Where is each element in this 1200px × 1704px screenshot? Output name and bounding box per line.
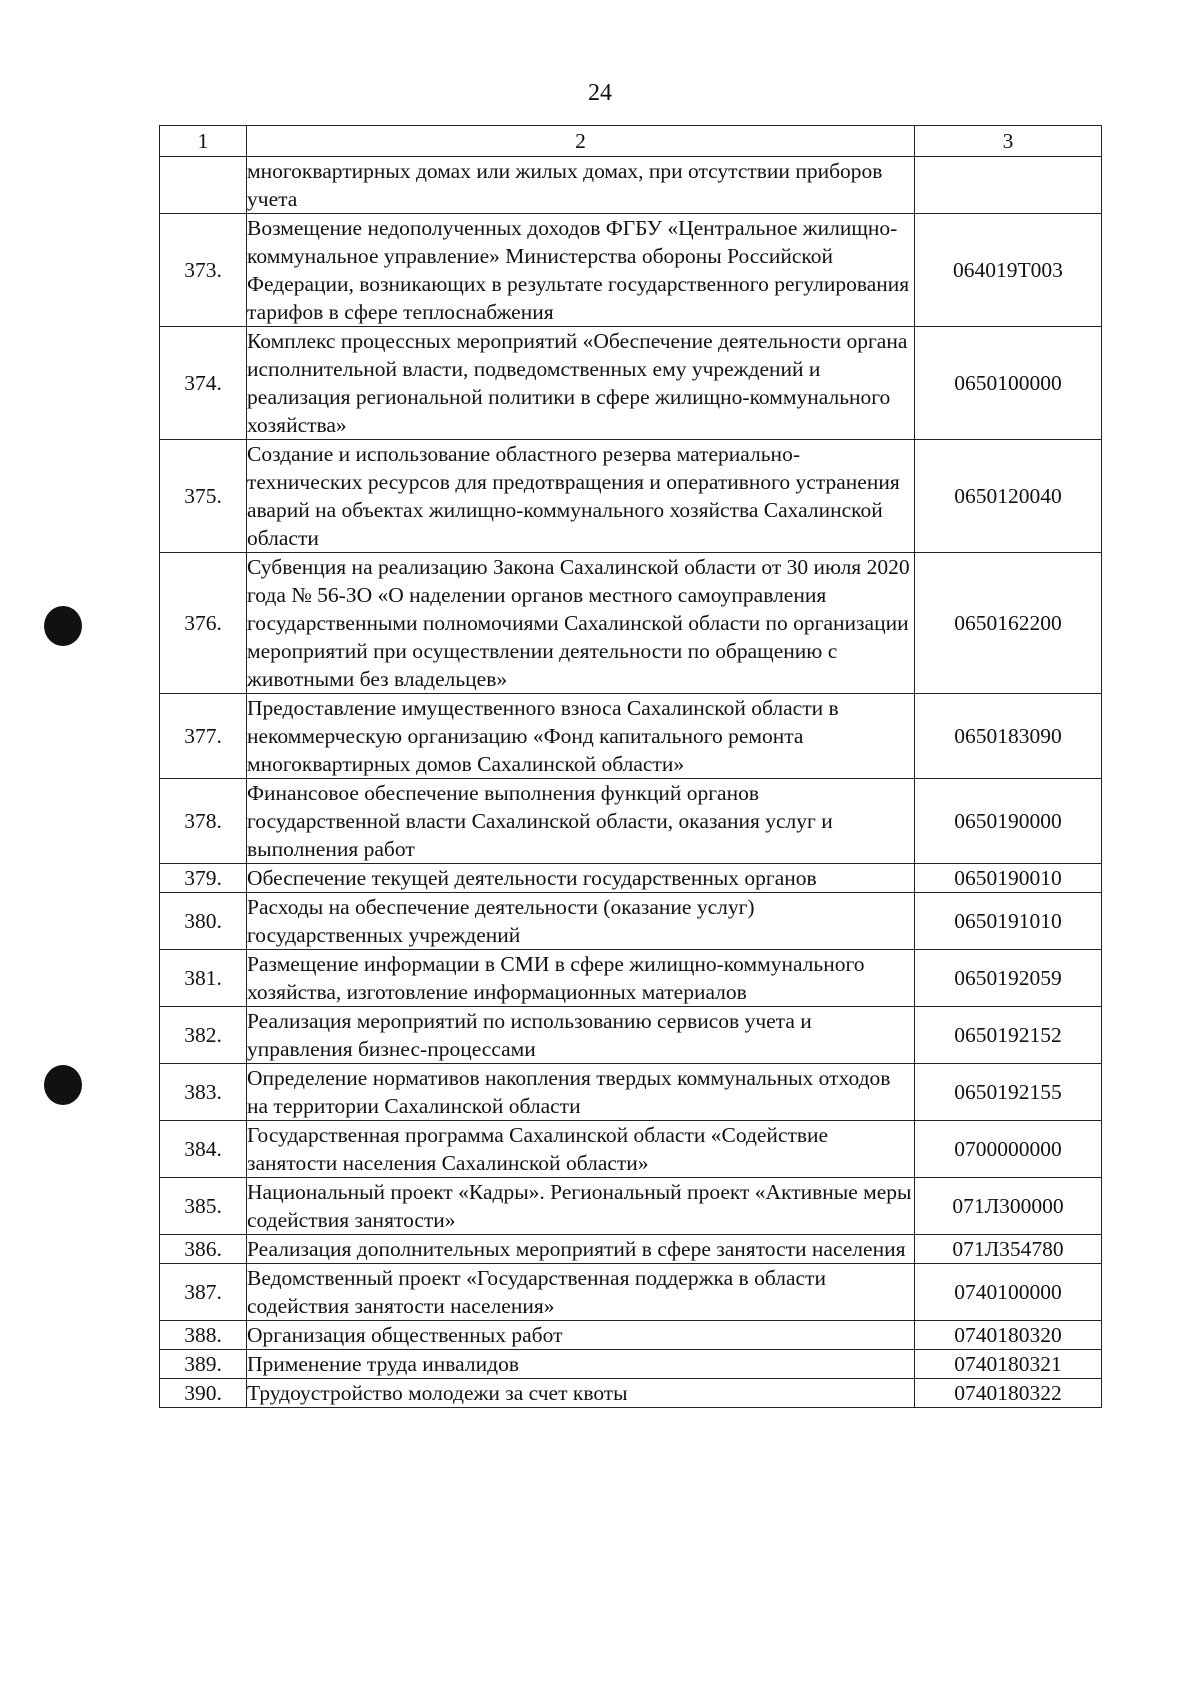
row-code xyxy=(915,157,1102,214)
row-description: Создание и использование областного резерва материально-технических ресурсов для предотвращения и оперативного устранения аварий на объектах жилищно-коммунального хозяйства Сахалинской области xyxy=(247,440,915,553)
row-number: 390. xyxy=(160,1379,247,1408)
row-number: 382. xyxy=(160,1007,247,1064)
row-number: 378. xyxy=(160,779,247,864)
table-row xyxy=(160,327,1102,440)
table-row xyxy=(160,1350,1102,1379)
row-code: 064019T003 xyxy=(915,214,1102,327)
table-row xyxy=(160,1178,1102,1235)
header-col-2: 2 xyxy=(247,126,915,157)
row-description: Организация общественных работ xyxy=(247,1321,915,1350)
row-code: 0740100000 xyxy=(915,1264,1102,1321)
table-row-continuation xyxy=(160,157,1102,214)
table-row xyxy=(160,214,1102,327)
table-row xyxy=(160,950,1102,1007)
row-number: 380. xyxy=(160,893,247,950)
table-row xyxy=(160,1007,1102,1064)
row-code: 071Л300000 xyxy=(915,1178,1102,1235)
row-description: Комплекс процессных мероприятий «Обеспечение деятельности органа исполнительной власти, подведомственных ему учреждений и реализация региональной политики в сфере жилищно-коммунального хозяйства» xyxy=(247,327,915,440)
row-description: Ведомственный проект «Государственная поддержка в области содействия занятости населения» xyxy=(247,1264,915,1321)
table-row xyxy=(160,864,1102,893)
row-description: Реализация дополнительных мероприятий в сфере занятости населения xyxy=(247,1235,915,1264)
row-code: 0740180320 xyxy=(915,1321,1102,1350)
table-row xyxy=(160,1264,1102,1321)
row-number: 389. xyxy=(160,1350,247,1379)
row-description: Обеспечение текущей деятельности государственных органов xyxy=(247,864,915,893)
table-row xyxy=(160,1121,1102,1178)
table-row xyxy=(160,893,1102,950)
budget-code-table xyxy=(159,125,1102,1408)
row-description: Национальный проект «Кадры». Региональный проект «Активные меры содействия занятости» xyxy=(247,1178,915,1235)
row-description: Расходы на обеспечение деятельности (оказание услуг) государственных учреждений xyxy=(247,893,915,950)
row-description: многоквартирных домах или жилых домах, при отсутствии приборов учета xyxy=(247,157,915,214)
row-number: 381. xyxy=(160,950,247,1007)
table-row xyxy=(160,1379,1102,1408)
table-row xyxy=(160,1064,1102,1121)
row-code: 0650120040 xyxy=(915,440,1102,553)
row-code: 0700000000 xyxy=(915,1121,1102,1178)
row-description: Применение труда инвалидов xyxy=(247,1350,915,1379)
row-number: 384. xyxy=(160,1121,247,1178)
row-code: 0650190010 xyxy=(915,864,1102,893)
row-code: 0650190000 xyxy=(915,779,1102,864)
table-row xyxy=(160,694,1102,779)
row-description: Размещение информации в СМИ в сфере жилищно-коммунального хозяйства, изготовление информационных материалов xyxy=(247,950,915,1007)
row-description: Трудоустройство молодежи за счет квоты xyxy=(247,1379,915,1408)
row-number: 373. xyxy=(160,214,247,327)
row-number: 387. xyxy=(160,1264,247,1321)
punch-hole xyxy=(44,606,82,646)
table-row xyxy=(160,553,1102,694)
row-code: 0740180321 xyxy=(915,1350,1102,1379)
row-code: 0650192059 xyxy=(915,950,1102,1007)
row-code: 0650183090 xyxy=(915,694,1102,779)
table-header-row xyxy=(160,126,1102,157)
row-number: 376. xyxy=(160,553,247,694)
row-number: 377. xyxy=(160,694,247,779)
row-code: 0650100000 xyxy=(915,327,1102,440)
header-col-1: 1 xyxy=(160,126,247,157)
row-description: Субвенция на реализацию Закона Сахалинской области от 30 июля 2020 года № 56-ЗО «О наделении органов местного самоуправления государственными полномочиями Сахалинской области по организации мероприятий при осуществлении деятельности по обращению с животными без владельцев» xyxy=(247,553,915,694)
row-description: Государственная программа Сахалинской области «Содействие занятости населения Сахалинской области» xyxy=(247,1121,915,1178)
table-row xyxy=(160,1321,1102,1350)
row-number: 374. xyxy=(160,327,247,440)
row-code: 0740180322 xyxy=(915,1379,1102,1408)
punch-hole xyxy=(44,1065,82,1105)
row-number xyxy=(160,157,247,214)
page-number: 24 xyxy=(588,80,612,106)
table-row xyxy=(160,440,1102,553)
row-number: 385. xyxy=(160,1178,247,1235)
row-code: 0650162200 xyxy=(915,553,1102,694)
row-number: 383. xyxy=(160,1064,247,1121)
row-description: Финансовое обеспечение выполнения функций органов государственной власти Сахалинской области, оказания услуг и выполнения работ xyxy=(247,779,915,864)
row-description: Возмещение недополученных доходов ФГБУ «Центральное жилищно-коммунальное управление» Министерства обороны Российской Федерации, возникающих в результате государственного регулирования тарифов в сфере теплоснабжения xyxy=(247,214,915,327)
row-code: 0650191010 xyxy=(915,893,1102,950)
table-row xyxy=(160,1235,1102,1264)
header-col-3: 3 xyxy=(915,126,1102,157)
row-number: 379. xyxy=(160,864,247,893)
row-number: 375. xyxy=(160,440,247,553)
row-code: 0650192152 xyxy=(915,1007,1102,1064)
row-number: 388. xyxy=(160,1321,247,1350)
row-description: Определение нормативов накопления твердых коммунальных отходов на территории Сахалинской области xyxy=(247,1064,915,1121)
row-number: 386. xyxy=(160,1235,247,1264)
row-code: 0650192155 xyxy=(915,1064,1102,1121)
table-row xyxy=(160,779,1102,864)
row-description: Реализация мероприятий по использованию сервисов учета и управления бизнес-процессами xyxy=(247,1007,915,1064)
row-description: Предоставление имущественного взноса Сахалинской области в некоммерческую организацию «Фонд капитального ремонта многоквартирных домов Сахалинской области» xyxy=(247,694,915,779)
row-code: 071Л354780 xyxy=(915,1235,1102,1264)
